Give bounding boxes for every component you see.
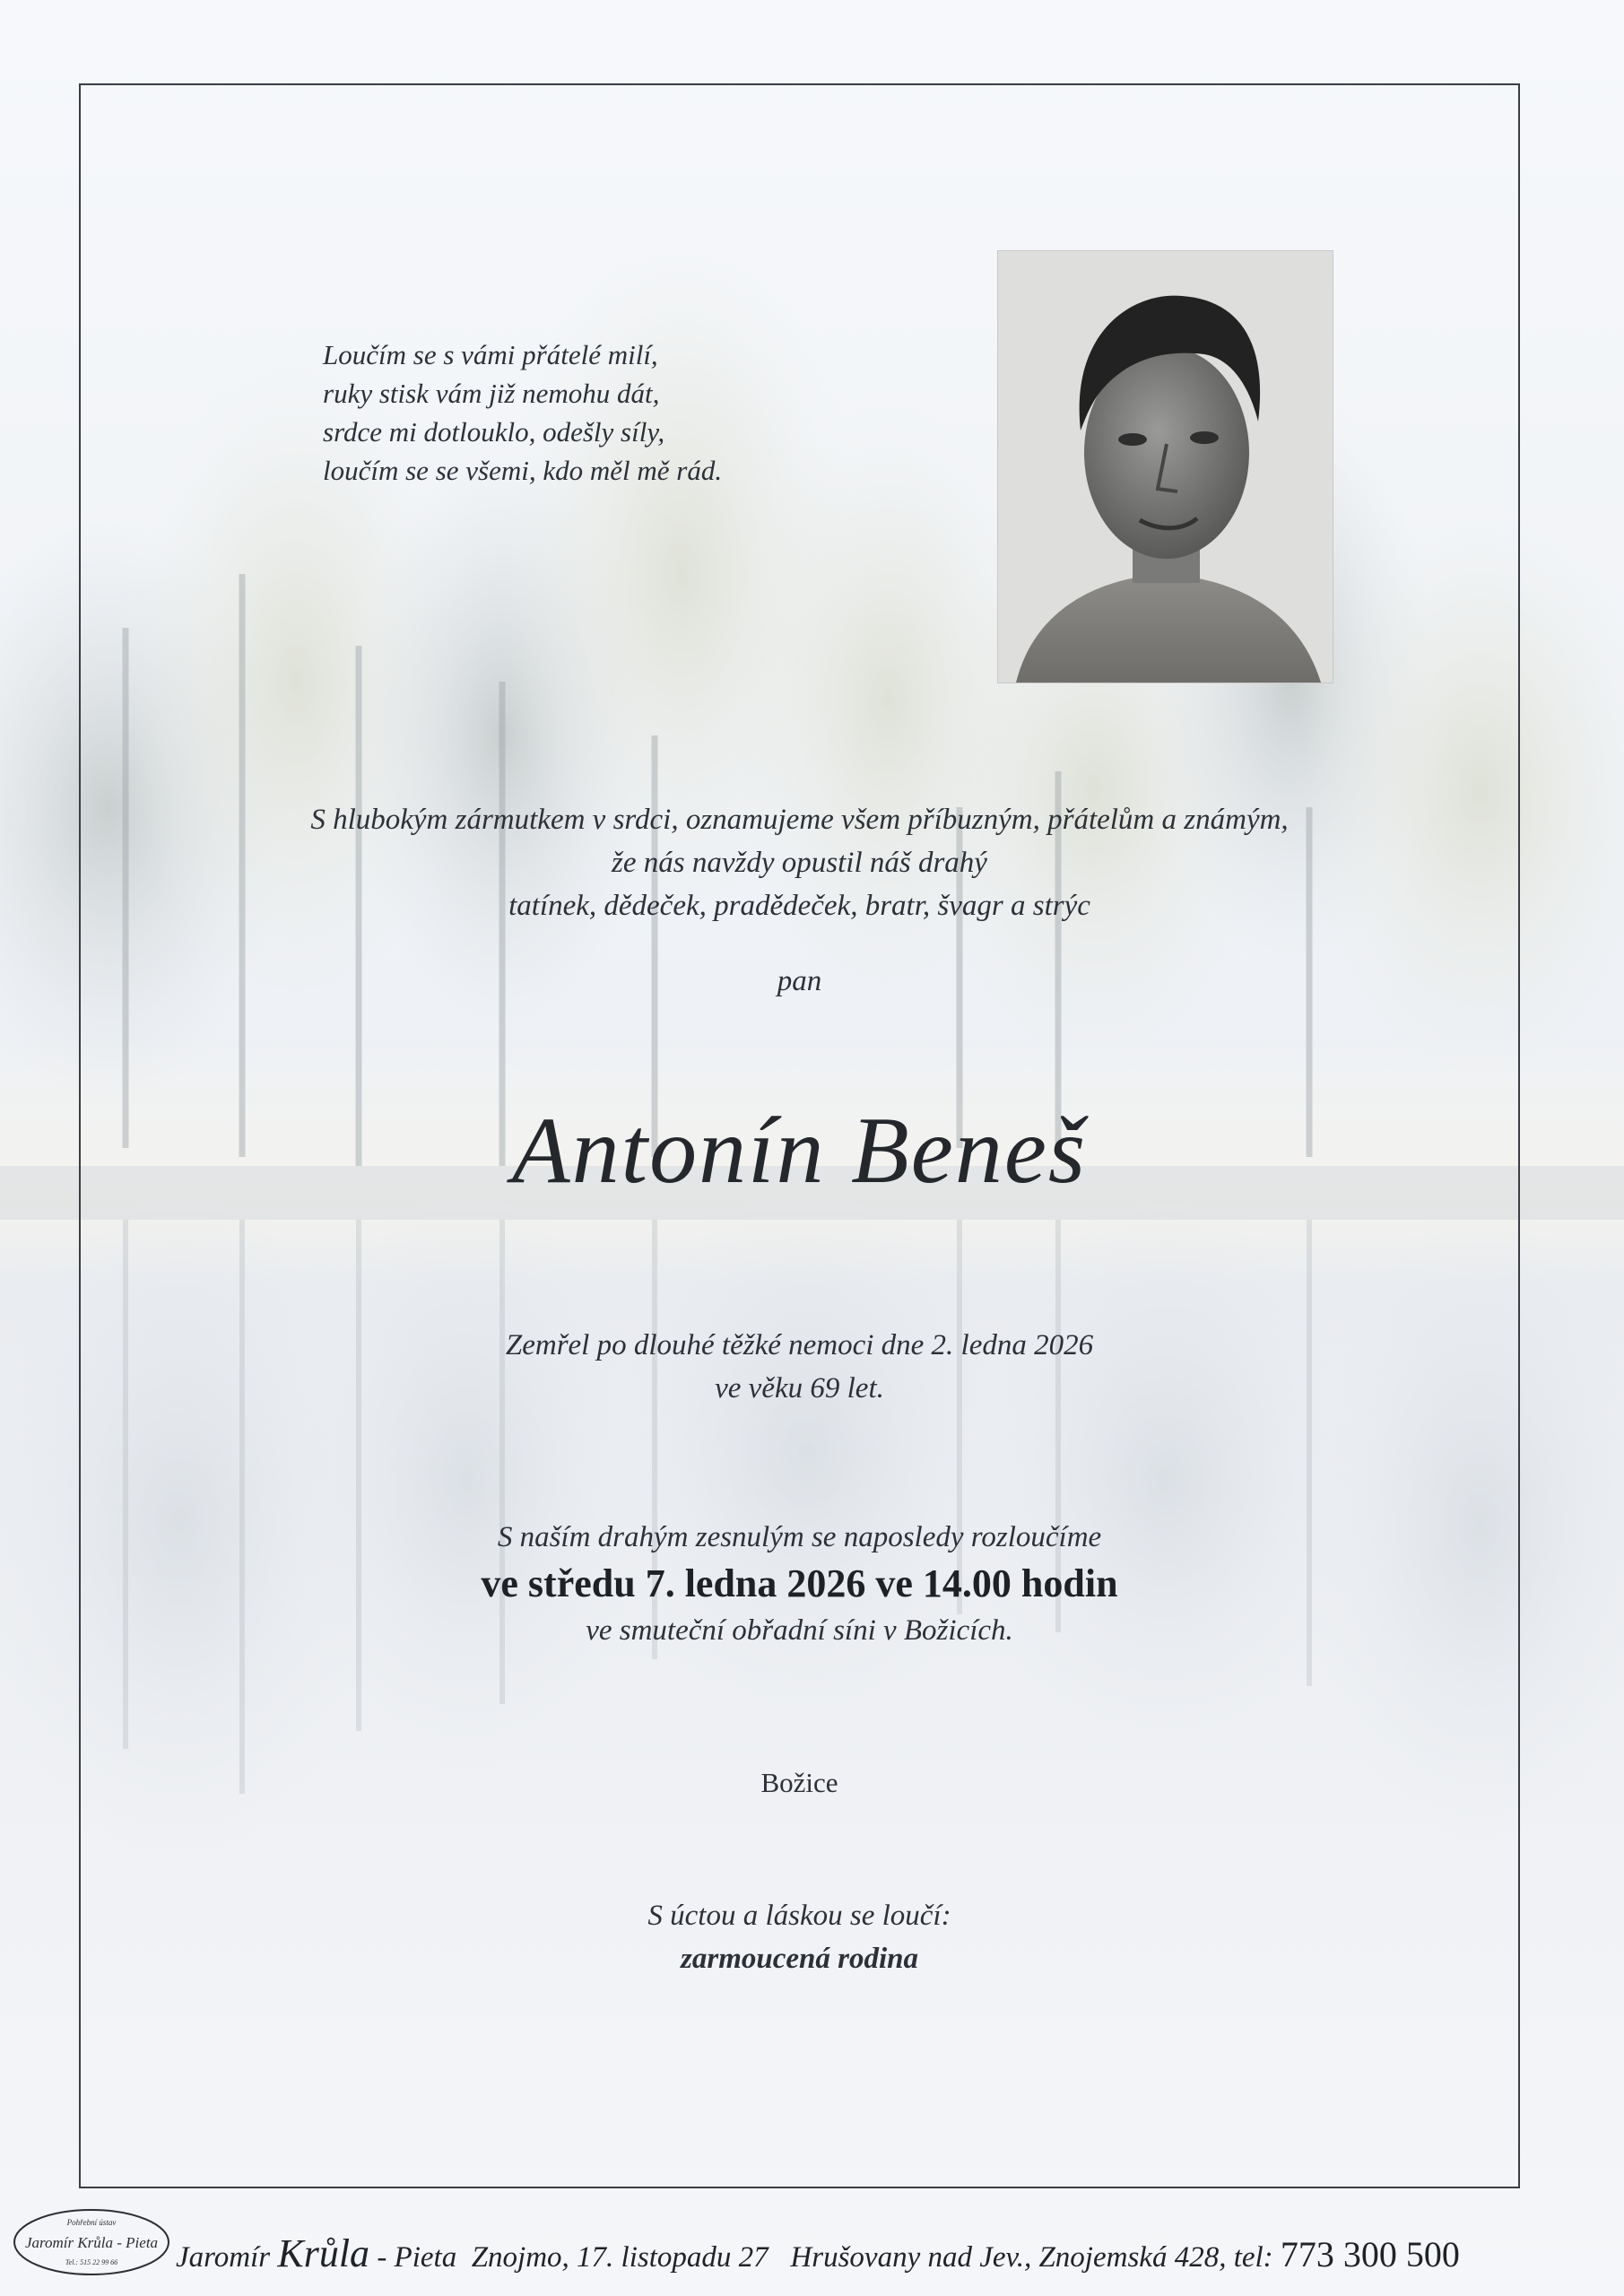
announcement-line: tatínek, dědeček, pradědeček, bratr, švagr a strýc bbox=[508, 890, 1090, 922]
death-details bbox=[79, 1324, 1520, 1410]
portrait-photo bbox=[998, 251, 1333, 683]
poem-line: ruky stisk vám již nemohu dát, bbox=[323, 378, 660, 409]
funeral-intro: S naším drahým zesnulým se naposledy rozloučíme bbox=[497, 1521, 1102, 1553]
deceased-name: Antonín Beneš bbox=[511, 1098, 1088, 1203]
funeral-datetime: ve středu 7. ledna 2026 ve 14.00 hodin bbox=[481, 1561, 1118, 1605]
footer-name-suffix: - Pieta bbox=[377, 2241, 457, 2274]
salutation: pan bbox=[777, 965, 822, 997]
announcement-line: S hlubokým zármutkem v srdci, oznamujeme všem příbuzným, přátelům a známým, bbox=[310, 804, 1289, 836]
funeral-details bbox=[79, 1516, 1520, 1652]
death-line: ve věku 69 let. bbox=[715, 1372, 884, 1405]
logo-main-text: Jaromír Krůla - Pieta bbox=[24, 2234, 159, 2251]
funeral-service-logo bbox=[11, 2205, 172, 2279]
family-signature: zarmoucená rodina bbox=[681, 1943, 918, 1975]
funeral-service-contact bbox=[176, 2231, 1460, 2276]
announcement-line: že nás navždy opustil náš drahý bbox=[612, 847, 987, 879]
footer-address-hrusovany: Hrušovany nad Jev., Znojemská 428, tel: bbox=[790, 2241, 1273, 2274]
place-name: Božice bbox=[760, 1767, 838, 1798]
footer-name-first: Jaromír bbox=[176, 2241, 271, 2274]
funeral-service-footer bbox=[0, 2202, 1624, 2283]
farewell-poem bbox=[323, 335, 825, 490]
announcement-text bbox=[79, 798, 1520, 927]
poem-line: Loučím se s vámi přátelé milí, bbox=[323, 339, 658, 370]
funeral-venue: ve smuteční obřadní síni v Božicích. bbox=[586, 1614, 1013, 1647]
closing-block bbox=[79, 1894, 1520, 1980]
closing-line: S úctou a láskou se loučí: bbox=[647, 1900, 951, 1932]
logo-top-text: Pohřební ústav bbox=[66, 2218, 117, 2227]
footer-address-znojmo: Znojmo, 17. listopadu 27 bbox=[471, 2241, 769, 2274]
logo-tel-text: Tel.: 515 22 99 66 bbox=[65, 2258, 118, 2266]
footer-brand: Krůla bbox=[277, 2231, 370, 2275]
footer-phone: 773 300 500 bbox=[1280, 2234, 1460, 2274]
poem-line: srdce mi dotlouklo, odešly síly, bbox=[323, 416, 665, 448]
death-line: Zemřel po dlouhé těžké nemoci dne 2. ledna 2026 bbox=[505, 1329, 1094, 1361]
poem-line: loučím se se všemi, kdo měl mě rád. bbox=[323, 455, 723, 486]
